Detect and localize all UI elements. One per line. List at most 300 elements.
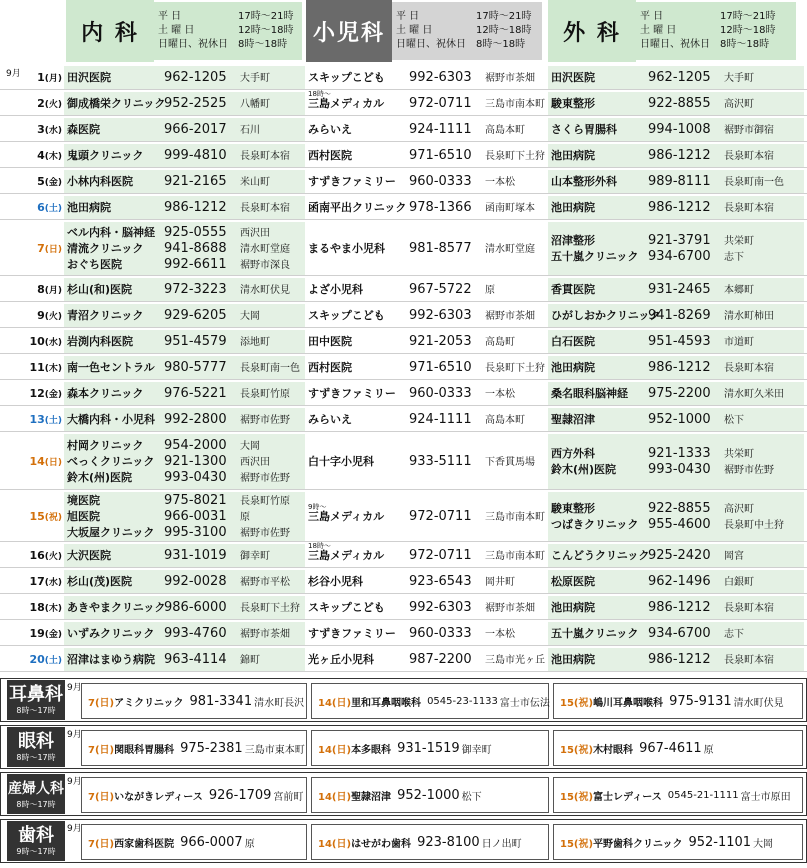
day-number: 16 — [29, 549, 45, 562]
clinic-phone: 934-6700 — [648, 625, 711, 641]
specialty-entry — [311, 824, 549, 860]
schedule-row — [0, 408, 807, 432]
specialty-name: 眼科 — [18, 730, 54, 752]
internal-cell — [64, 196, 305, 219]
clinic-name: 池田病院 — [551, 600, 595, 614]
weekday: (土) — [44, 416, 62, 426]
entry-day: 15(祝) — [560, 791, 594, 803]
clinic-name: 鈴木(州)医院 — [551, 462, 617, 476]
clinic-phone: 986-1212 — [164, 199, 227, 215]
internal-cell — [64, 118, 305, 141]
clinic-name: すずきファミリー — [308, 174, 396, 188]
clinic-entry — [305, 502, 548, 525]
day-number: 13 — [29, 413, 45, 426]
clinic-phone: 934-6700 — [648, 248, 711, 264]
day-cell — [0, 304, 64, 327]
pediatrics-cell — [305, 356, 548, 379]
clinic-phone: 929-6205 — [164, 307, 227, 323]
clinic-phone: 971-6510 — [409, 359, 472, 375]
surgery-hours — [636, 2, 796, 60]
internal-title: 内 科 — [66, 0, 154, 62]
specialty-entry — [81, 683, 307, 719]
pediatrics-header — [306, 0, 548, 62]
entry-address: 日ノ出町 — [481, 838, 522, 850]
clinic-address: 長泉町下土狩 — [485, 362, 545, 374]
clinic-address: 高島本町 — [485, 414, 525, 426]
schedule-row — [0, 382, 807, 406]
specialty-entry — [311, 683, 549, 719]
clinic-phone: 951-4579 — [164, 333, 227, 349]
pediatrics-cell — [305, 408, 548, 431]
month-label: 9月 — [67, 777, 82, 787]
schedule-row — [0, 304, 807, 328]
schedule-row — [0, 196, 807, 220]
clinic-address: 石川 — [240, 124, 260, 136]
clinic-address: 志下 — [724, 251, 744, 263]
internal-cell — [64, 304, 305, 327]
clinic-phone: 986-1212 — [648, 199, 711, 215]
entry-day: 14(日) — [318, 744, 352, 756]
clinic-name: 18時～ 三島メディカル — [305, 96, 409, 112]
internal-cell — [64, 382, 305, 405]
clinic-name: 大橋内科・小児科 — [67, 412, 155, 426]
clinic-entry — [548, 574, 804, 590]
entry-phone: 981-3341 — [189, 693, 253, 709]
clinic-entry — [548, 652, 804, 668]
specialty-label — [7, 727, 65, 767]
pediatrics-cell — [305, 170, 548, 193]
clinic-phone: 962-1205 — [164, 69, 227, 85]
hours-label: 土 曜 日 — [640, 25, 677, 36]
entry-name: 里和耳鼻咽喉科 — [351, 697, 422, 709]
clinic-name: 池田病院 — [551, 148, 595, 162]
weekday: (日) — [44, 458, 62, 468]
clinic-entry — [548, 334, 804, 350]
entry-phone: 967-4611 — [639, 740, 702, 756]
clinic-entry — [64, 386, 305, 402]
pediatrics-cell — [305, 118, 548, 141]
clinic-address: 大岡 — [240, 310, 260, 322]
month-label: 9月 — [67, 683, 82, 693]
clinic-entry — [64, 574, 305, 590]
surgery-cell — [548, 144, 804, 167]
specialty-entry — [311, 777, 549, 813]
clinic-name: ひがしおかクリニック — [551, 308, 661, 322]
clinic-phone: 924-1111 — [409, 411, 472, 427]
clinic-address: 函南町塚本 — [485, 202, 535, 214]
clinic-address: 裾野市佐野 — [240, 472, 290, 484]
clinic-name: べっくクリニック — [67, 454, 155, 468]
clinic-address: 八幡町 — [240, 98, 270, 110]
day-number: 8 — [37, 283, 45, 296]
clinic-name: 9時～ 三島メディカル — [305, 509, 409, 525]
entry-day: 15(祝) — [560, 744, 594, 756]
clinic-entry — [548, 174, 804, 190]
clinic-address: 志下 — [724, 628, 744, 640]
hours-value: 17時～21時 — [238, 11, 294, 22]
weekday: (月) — [44, 286, 62, 296]
clinic-entry — [305, 308, 548, 324]
clinic-name: 杉谷小児科 — [308, 574, 363, 588]
day-cell — [0, 170, 64, 193]
clinic-entry — [305, 652, 548, 668]
specialty-entry — [81, 777, 307, 813]
schedule-row — [0, 434, 807, 490]
clinic-phone: 972-3223 — [164, 281, 227, 297]
entry-name: はせがわ歯科 — [351, 838, 412, 850]
entry-name: 富士レディース — [593, 791, 662, 803]
clinic-address: 下香貫馬場 — [485, 456, 535, 468]
clinic-phone: 972-0711 — [409, 547, 472, 563]
schedule-row — [0, 330, 807, 354]
surgery-title: 外 科 — [548, 0, 636, 62]
clinic-address: 米山町 — [240, 176, 270, 188]
clinic-entry — [64, 360, 305, 376]
schedule-row — [0, 622, 807, 646]
clinic-name: 小林内科医院 — [67, 174, 133, 188]
clinic-entry — [548, 200, 804, 216]
pediatrics-cell — [305, 596, 548, 619]
clinic-name: あきやまクリニック — [67, 600, 166, 614]
clinic-name: 大坂屋クリニック — [67, 525, 155, 539]
pediatrics-cell — [305, 570, 548, 593]
hours-value: 12時～18時 — [720, 25, 776, 36]
entry-address: 富士市原田 — [740, 791, 791, 803]
entry-address: 宮前町 — [273, 791, 304, 803]
clinic-phone: 992-6611 — [164, 256, 227, 272]
weekday: (木) — [44, 604, 62, 614]
clinic-entry — [548, 517, 804, 533]
pediatrics-cell — [305, 492, 548, 541]
clinic-entry — [305, 241, 548, 257]
schedule-row — [0, 541, 807, 568]
entry-address: 松下 — [461, 791, 482, 803]
clinic-address: 高島町 — [485, 336, 515, 348]
day-cell — [0, 492, 64, 541]
clinic-entry — [305, 89, 548, 112]
specialty-name: 産婦人科 — [8, 780, 64, 797]
surgery-cell — [548, 596, 804, 619]
weekday: (火) — [44, 552, 62, 562]
clinic-phone: 921-3791 — [648, 232, 711, 248]
entry-name: 関眼科胃腸科 — [114, 744, 175, 756]
specialty-name: 耳鼻科 — [9, 683, 63, 705]
clinic-address: 裾野市御宿 — [724, 124, 774, 136]
clinic-phone: 993-0430 — [164, 469, 227, 485]
clinic-name: よざ小児科 — [308, 282, 363, 296]
clinic-name: 森医院 — [67, 122, 100, 136]
clinic-entry — [305, 600, 548, 616]
clinic-name: 森本クリニック — [67, 386, 144, 400]
hours-note: 9時～ — [308, 502, 327, 511]
schedule-row — [0, 278, 807, 302]
entry-phone: 966-0007 — [180, 834, 243, 850]
surgery-cell — [548, 304, 804, 327]
day-number: 7 — [37, 242, 45, 255]
clinic-phone: 992-6303 — [409, 307, 472, 323]
specialty-label — [7, 821, 65, 861]
entry-name: アミクリニック — [114, 697, 184, 709]
hours-label: 土 曜 日 — [396, 25, 433, 36]
clinic-address: 大手町 — [240, 72, 270, 84]
month-label: 9月 — [6, 69, 21, 79]
pediatrics-hours — [392, 2, 542, 60]
entry-phone: 0545-21-1111 — [667, 789, 739, 801]
weekday: (水) — [44, 338, 62, 348]
day-cell — [0, 570, 64, 593]
day-cell — [0, 222, 64, 275]
internal-cell — [64, 544, 305, 567]
clinic-phone: 963-4114 — [164, 651, 227, 667]
clinic-name: つばきクリニック — [551, 517, 639, 531]
hours-label: 日曜日、祝休日 — [640, 39, 710, 50]
internal-header — [66, 0, 306, 62]
clinic-name: 清流クリニック — [67, 241, 144, 255]
entry-name: 聖隷沼津 — [351, 791, 392, 803]
clinic-name: 境医院 — [67, 493, 100, 507]
clinic-name: 光ヶ丘小児科 — [308, 652, 374, 666]
entry-phone: 975-9131 — [669, 693, 732, 709]
internal-hours — [154, 2, 302, 60]
surgery-cell — [548, 330, 804, 353]
entry-phone: 931-1519 — [397, 740, 460, 756]
surgery-cell — [548, 118, 804, 141]
pediatrics-title: 小児科 — [306, 0, 392, 62]
clinic-phone: 986-1212 — [648, 147, 711, 163]
clinic-entry — [305, 174, 548, 190]
clinic-address: 松下 — [724, 414, 744, 426]
clinic-name: 五十嵐クリニック — [551, 249, 639, 263]
clinic-name: 駿東整形 — [551, 96, 595, 110]
clinic-name: 村岡クリニック — [67, 438, 144, 452]
clinic-address: 長泉町竹原 — [240, 388, 290, 400]
clinic-entry — [305, 412, 548, 428]
hours-label: 日曜日、祝休日 — [396, 39, 466, 50]
specialty-hours: 8時～17時 — [16, 752, 56, 762]
clinic-entry — [548, 148, 804, 164]
schedule-row — [0, 648, 807, 672]
clinic-name: みらいえ — [308, 412, 352, 426]
clinic-address: 一本松 — [485, 388, 515, 400]
clinic-entry — [305, 574, 548, 590]
month-label: 9月 — [67, 824, 82, 834]
clinic-address: 大手町 — [724, 72, 754, 84]
pediatrics-cell — [305, 196, 548, 219]
clinic-name: 白石医院 — [551, 334, 595, 348]
clinic-address: 岡宮 — [724, 550, 744, 562]
entry-address: 三島市東本町 — [244, 744, 305, 756]
day-number: 20 — [29, 653, 45, 666]
specialty-entry — [553, 683, 803, 719]
day-number: 1 — [37, 71, 45, 84]
clinic-address: 長泉町下土狩 — [485, 150, 545, 162]
clinic-address: 共栄町 — [724, 235, 754, 247]
clinic-address: 三島市光ヶ丘 — [485, 654, 545, 666]
clinic-phone: 995-3100 — [164, 524, 227, 540]
clinic-address: 清水町久米田 — [724, 388, 784, 400]
clinic-phone: 994-1008 — [648, 121, 711, 137]
surgery-cell — [548, 408, 804, 431]
day-number: 2 — [37, 97, 45, 110]
hours-value: 12時～18時 — [238, 25, 294, 36]
clinic-name: すずきファミリー — [308, 386, 396, 400]
clinic-name: まるやま小児科 — [308, 241, 385, 255]
clinic-name: 鬼頭クリニック — [67, 148, 144, 162]
clinic-phone: 976-5221 — [164, 385, 227, 401]
internal-cell — [64, 648, 305, 671]
specialty-block — [0, 772, 807, 816]
weekday: (木) — [44, 364, 62, 374]
weekday: (木) — [44, 152, 62, 162]
hours-label: 平 日 — [158, 11, 182, 22]
clinic-entry — [64, 282, 305, 298]
clinic-address: 添地町 — [240, 336, 270, 348]
specialty-hours: 8時～17時 — [16, 705, 56, 715]
weekday: (祝) — [44, 513, 62, 523]
clinic-address: 西沢田 — [240, 456, 270, 468]
clinic-phone: 960-0333 — [409, 173, 472, 189]
specialty-entry — [81, 730, 307, 766]
clinic-name: みらいえ — [308, 122, 352, 136]
day-cell — [0, 408, 64, 431]
clinic-entry — [305, 454, 548, 470]
clinic-name: すずきファミリー — [308, 626, 396, 640]
entry-address: 清水町伏見 — [733, 697, 784, 709]
month-label: 9月 — [67, 730, 82, 740]
clinic-name: 西方外科 — [551, 446, 595, 460]
day-number: 18 — [29, 601, 45, 614]
clinic-address: 一本松 — [485, 176, 515, 188]
weekday: (火) — [44, 312, 62, 322]
clinic-phone: 972-0711 — [409, 508, 472, 524]
pediatrics-cell — [305, 648, 548, 671]
day-number: 14 — [29, 455, 45, 468]
clinic-name: 18時～ 三島メディカル — [305, 548, 409, 564]
day-cell — [0, 118, 64, 141]
specialty-block — [0, 725, 807, 769]
clinic-name: 沼津はまゆう病院 — [67, 652, 155, 666]
clinic-entry — [305, 200, 548, 216]
internal-cell — [64, 622, 305, 645]
clinic-address: 岡井町 — [485, 576, 515, 588]
clinic-entry — [548, 282, 804, 298]
clinic-name: 松原医院 — [551, 574, 595, 588]
clinic-name: いずみクリニック — [67, 626, 155, 640]
clinic-address: 三島市南本町 — [485, 550, 545, 562]
clinic-phone: 933-5111 — [409, 453, 472, 469]
entry-phone: 952-1101 — [688, 834, 752, 850]
day-number: 12 — [29, 387, 45, 400]
clinic-phone: 941-8269 — [648, 307, 711, 323]
clinic-name: 香貫医院 — [551, 282, 595, 296]
surgery-cell — [548, 544, 804, 567]
internal-cell — [64, 408, 305, 431]
day-cell — [0, 144, 64, 167]
specialty-entry — [311, 730, 549, 766]
clinic-address: 高沢町 — [724, 98, 754, 110]
surgery-cell — [548, 356, 804, 379]
pediatrics-cell — [305, 330, 548, 353]
specialty-block — [0, 819, 807, 863]
schedule-row — [0, 66, 807, 90]
day-cell — [0, 356, 64, 379]
hours-note: 18時～ — [308, 89, 331, 98]
surgery-cell — [548, 196, 804, 219]
clinic-name: 池田病院 — [551, 360, 595, 374]
clinic-address: 長泉町中土狩 — [724, 519, 784, 531]
entry-address: 大岡 — [753, 838, 774, 850]
hours-label: 平 日 — [640, 11, 664, 22]
clinic-entry — [305, 386, 548, 402]
clinic-phone: 993-4760 — [164, 625, 227, 641]
hours-note: 18時～ — [308, 541, 331, 550]
day-cell — [0, 382, 64, 405]
clinic-address: 裾野市茶畑 — [485, 72, 535, 84]
entry-day: 7(日) — [88, 838, 115, 850]
entry-day: 14(日) — [318, 838, 352, 850]
clinic-entry — [305, 626, 548, 642]
clinic-entry — [548, 70, 804, 86]
clinic-address: 高沢町 — [724, 503, 754, 515]
clinic-entry — [64, 200, 305, 216]
surgery-cell — [548, 434, 804, 489]
clinic-entry — [64, 548, 305, 564]
schedule-row — [0, 222, 807, 276]
day-cell — [0, 330, 64, 353]
clinic-address: 長泉町下土狩 — [240, 602, 300, 614]
weekday: (水) — [44, 578, 62, 588]
surgery-cell — [548, 622, 804, 645]
clinic-entry — [305, 541, 548, 564]
surgery-cell — [548, 382, 804, 405]
clinic-entry — [64, 600, 305, 616]
clinic-phone: 954-2000 — [164, 437, 227, 453]
clinic-address: 裾野市茶畑 — [240, 628, 290, 640]
clinic-phone: 972-0711 — [409, 95, 472, 111]
weekday: (金) — [44, 390, 62, 400]
clinic-entry — [64, 525, 305, 541]
clinic-entry — [64, 626, 305, 642]
day-cell — [0, 596, 64, 619]
clinic-entry — [548, 96, 804, 112]
internal-cell — [64, 570, 305, 593]
pediatrics-cell — [305, 144, 548, 167]
schedule-row — [0, 118, 807, 142]
clinic-name: 山本整形外科 — [551, 174, 617, 188]
clinic-entry — [305, 334, 548, 350]
clinic-entry — [548, 501, 804, 517]
clinic-address: 三島市南本町 — [485, 98, 545, 110]
surgery-cell — [548, 170, 804, 193]
clinic-name: 岩渕内科医院 — [67, 334, 133, 348]
weekday: (金) — [44, 178, 62, 188]
day-number: 5 — [37, 175, 45, 188]
clinic-name: さくら胃腸科 — [551, 122, 617, 136]
clinic-entry — [64, 174, 305, 190]
clinic-name: 田中医院 — [308, 334, 352, 348]
entry-day: 7(日) — [88, 791, 115, 803]
pediatrics-cell — [305, 304, 548, 327]
pediatrics-cell — [305, 622, 548, 645]
hours-label: 土 曜 日 — [158, 25, 195, 36]
clinic-name: 大沢医院 — [67, 548, 111, 562]
schedule-row — [0, 170, 807, 194]
specialty-hours: 8時～17時 — [16, 799, 56, 809]
hours-value: 12時～18時 — [476, 25, 532, 36]
clinic-address: 錦町 — [240, 654, 260, 666]
clinic-entry — [64, 122, 305, 138]
clinic-name: 聖隷沼津 — [551, 412, 595, 426]
